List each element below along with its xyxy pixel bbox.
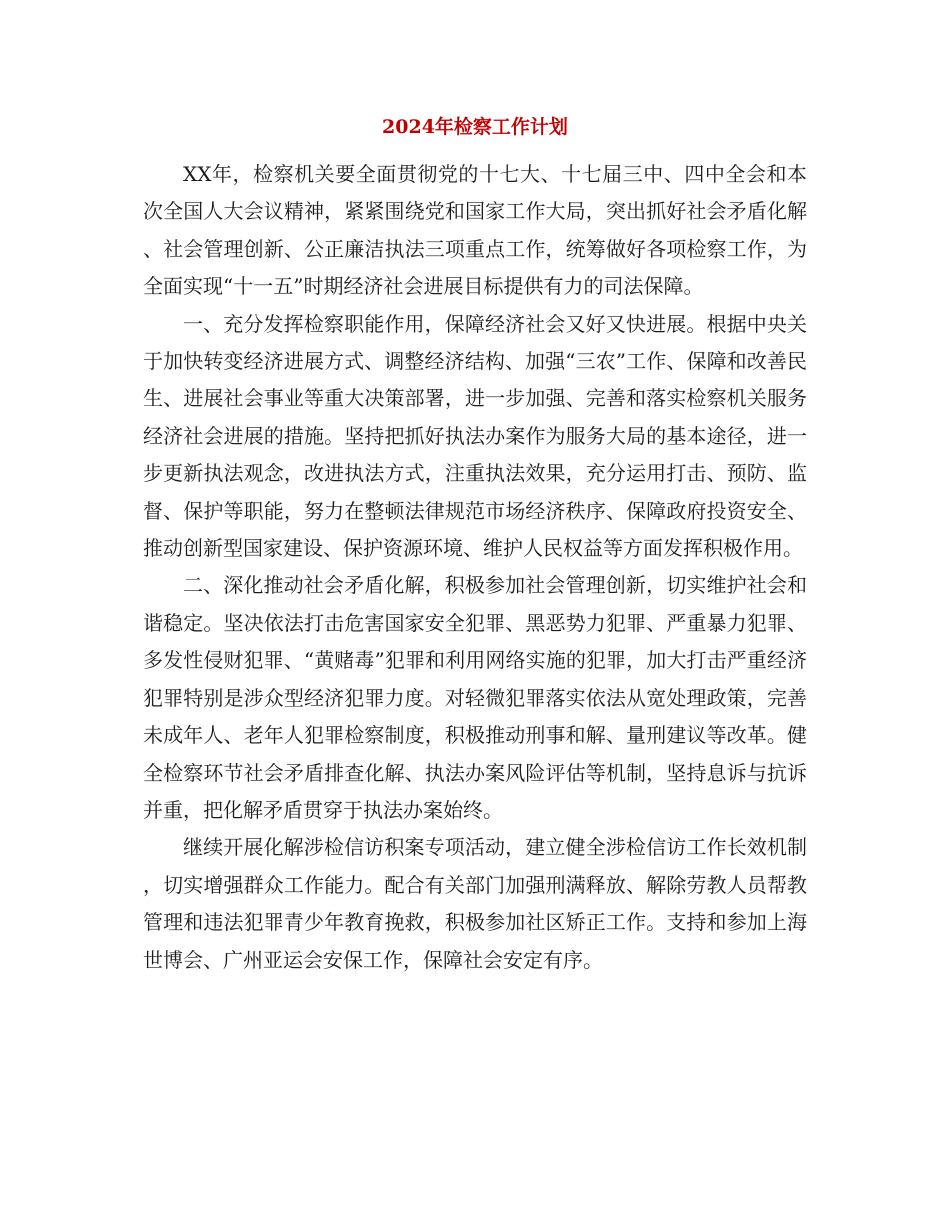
paragraph-section-one: 一、充分发挥检察职能作用，保障经济社会又好又快进展。根据中央关于加快转变经济进展方式、调整经济结构、加强“三农”工作、保障和改善民生、进展社会事业等重大决策部署，进一步加强、完善和落实检察机关服务经济社会进展的措施。坚持把抓好执法办案作为服务大局的基本途径，进一步更新执法观念，改进执法方式，注重执法效果，充分运用打击、预防、监督、保护等职能，努力在整顿法律规范市场经济秩序、保障政府投资安全、推动创新型国家建设、保护资源环境、维护人民权益等方面发挥积极作用。 (143, 311, 807, 561)
paragraph-intro: XX年，检察机关要全面贯彻党的十七大、十七届三中、四中全会和本次全国人大会议精神，紧紧围绕党和国家工作大局，突出抓好社会矛盾化解、社会管理创新、公正廉洁执法三项重点工作，统筹做好各项检察工作，为全面实现“十一五”时期经济社会进展目标提供有力的司法保障。 (143, 162, 807, 299)
paragraph-section-two: 二、深化推动社会矛盾化解，积极参加社会管理创新，切实维护社会和谐稳定。坚决依法打击危害国家安全犯罪、黑恶势力犯罪、严重暴力犯罪、多发性侵财犯罪、“黄赌毒”犯罪和利用网络实施的犯罪，加大打击严重经济犯罪特别是涉众型经济犯罪力度。对轻微犯罪落实依法从宽处理政策，完善未成年人、老年人犯罪检察制度，积极推动刑事和解、量刑建议等改革。健全检察环节社会矛盾排查化解、执法办案风险评估等机制，坚持息诉与抗诉并重，把化解矛盾贯穿于执法办案始终。 (143, 573, 807, 822)
document-title: 2024年检察工作计划 (382, 116, 568, 138)
document-body (143, 156, 807, 979)
paragraph-petition-work: 继续开展化解涉检信访积案专项活动，建立健全涉检信访工作长效机制，切实增强群众工作能力。配合有关部门加强刑满释放、解除劳教人员帮教管理和违法犯罪青少年教育挽救，积极参加社区矫正工作。支持和参加上海世博会、广州亚运会安保工作，保障社会安定有序。 (143, 835, 807, 972)
